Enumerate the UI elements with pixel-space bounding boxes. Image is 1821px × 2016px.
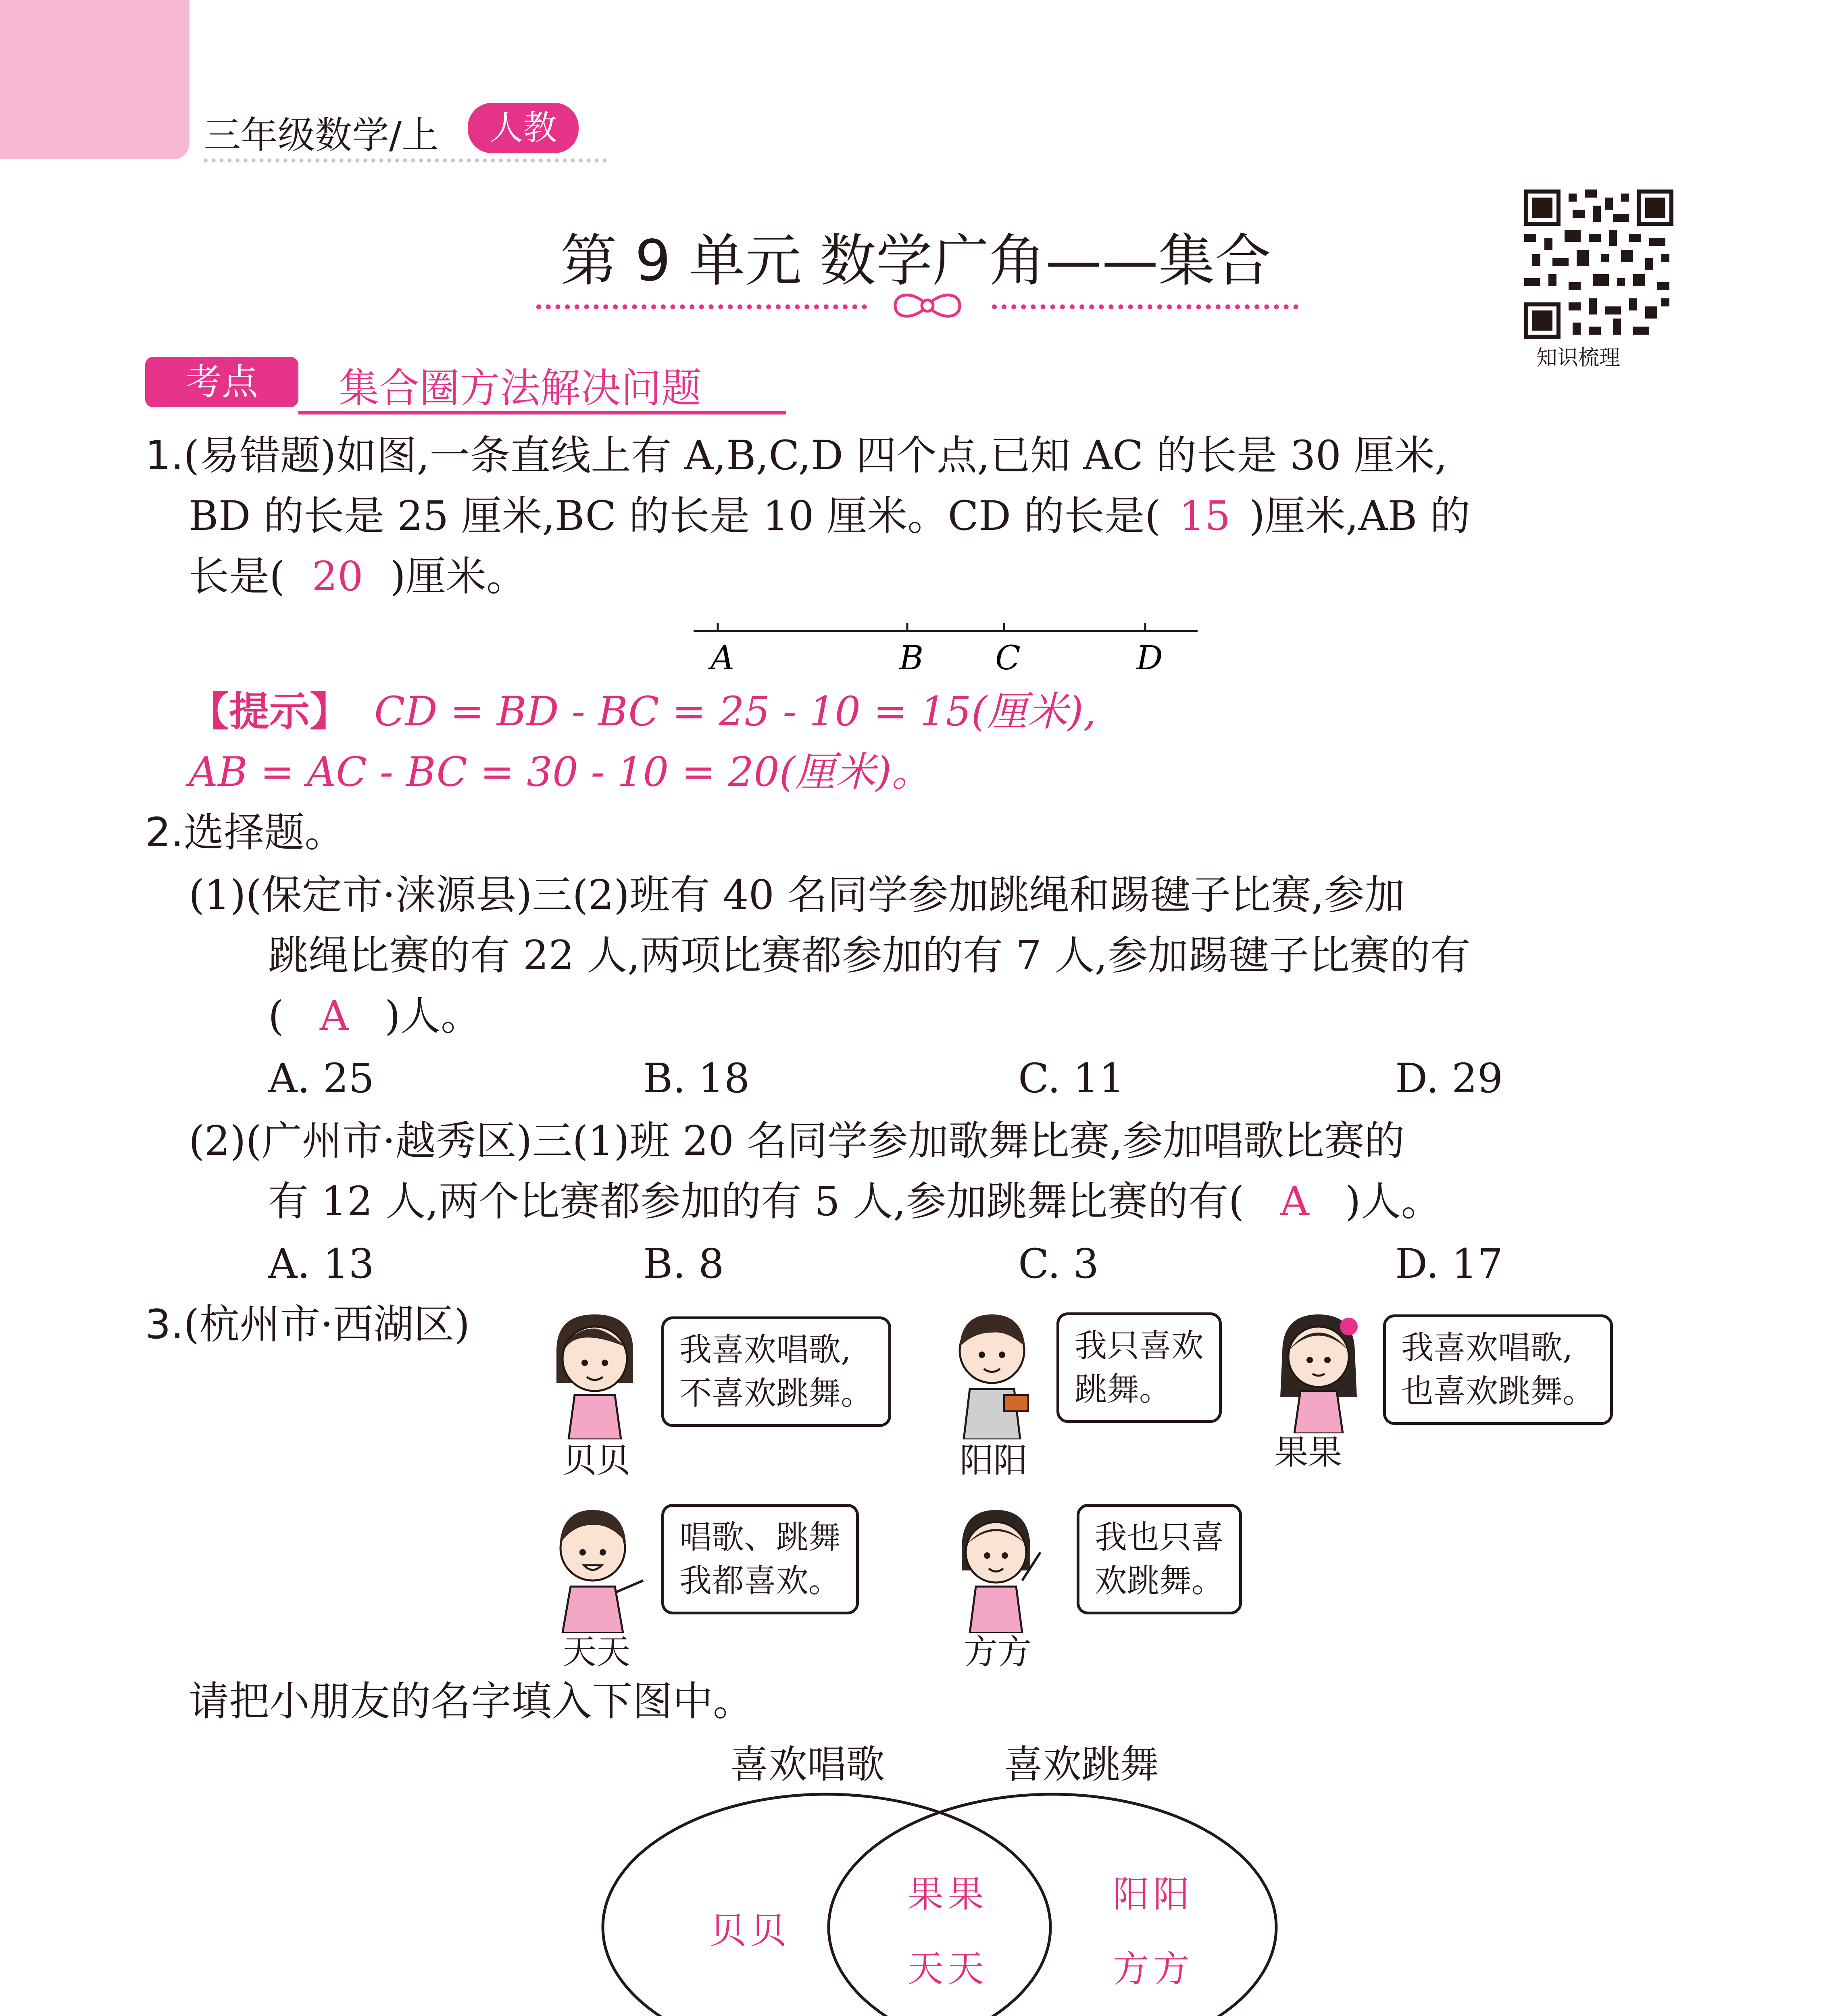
q1-hint-line2: AB = AC - BC = 30 - 10 = 20(厘米)。	[189, 748, 932, 796]
q2-2-line2: 有 12 人,两个比赛都参加的有 5 人,参加跳舞比赛的有( A )人。	[268, 1178, 1442, 1225]
corner-tab-top	[0, 0, 190, 159]
grade-label: 三年级数学/上	[204, 114, 439, 157]
q1-hint-line1: 【提示】 CD = BD - BC = 25 - 10 = 15(厘米),	[189, 688, 1096, 735]
q2-title: 2.选择题。	[145, 809, 345, 856]
q2-1-option-b: B. 18	[643, 1055, 750, 1102]
number-line-figure	[685, 613, 1206, 685]
q2-number: 2.	[145, 809, 184, 856]
venn-circle-dancing	[829, 1794, 1276, 2016]
kid-name-tiantian: 天天	[563, 1632, 631, 1672]
header-divider	[204, 158, 607, 162]
venn-entry-guoguo: 果果	[907, 1873, 988, 1916]
q1-line1: 1.(易错题)如图,一条直线上有 A,B,C,D 四个点,已知 AC 的长是 30 厘米,	[145, 432, 1448, 479]
kid-name-yangyang: 阳阳	[960, 1441, 1028, 1480]
q2-2-answer: A	[1280, 1178, 1309, 1225]
q2-1-line2: 跳绳比赛的有 22 人,两项比赛都参加的有 7 人,参加踢毽子比赛的有	[268, 932, 1471, 979]
kid-avatar-fangfang	[944, 1500, 1048, 1633]
speech-bubble-yangyang: 我只喜欢 跳舞。	[1056, 1312, 1222, 1423]
bow-icon	[887, 289, 968, 322]
q2-1-line3: ( A )人。	[268, 992, 481, 1039]
q1-line3: 长是( 20 )厘米。	[189, 553, 527, 600]
q2-1-option-d: D. 29	[1395, 1055, 1503, 1102]
q2-1-answer: A	[319, 992, 349, 1039]
unit-title: 第 9 单元 数学广角——集合	[560, 228, 1271, 294]
venn-entry-fangfang: 方方	[1113, 1948, 1194, 1990]
kid-avatar-beibei	[540, 1306, 649, 1439]
point-label-a: A	[710, 639, 735, 677]
section-badge: 考点	[145, 357, 298, 407]
kid-name-fangfang: 方方	[964, 1632, 1032, 1672]
kid-avatar-guoguo	[1266, 1304, 1371, 1433]
q2-2-line1: (2)(广州市·越秀区)三(1)班 20 名同学参加歌舞比赛,参加唱歌比赛的	[189, 1117, 1405, 1164]
speech-bubble-fangfang: 我也只喜 欢跳舞。	[1077, 1504, 1242, 1614]
q3-instruction: 请把小朋友的名字填入下图中。	[189, 1678, 753, 1725]
venn-entry-beibei: 贝贝	[710, 1910, 790, 1952]
speech-bubble-tiantian: 唱歌、跳舞 我都喜欢。	[661, 1504, 859, 1614]
speech-bubble-guoguo: 我喜欢唱歌, 也喜欢跳舞。	[1383, 1314, 1613, 1425]
section-title: 集合圈方法解决问题	[339, 364, 702, 412]
title-ornament-left	[536, 304, 867, 309]
hint-label: 【提示】	[189, 688, 350, 735]
kid-name-beibei: 贝贝	[563, 1441, 631, 1480]
q3-number: 3.	[145, 1301, 184, 1348]
qr-code-icon[interactable]	[1524, 190, 1673, 339]
section-underline	[298, 411, 786, 414]
q1-line2: BD 的长是 25 厘米,BC 的长是 10 厘米。CD 的长是( 15 )厘米,AB 的	[189, 492, 1471, 539]
point-label-c: C	[995, 639, 1021, 677]
venn-entry-tiantian: 天天	[907, 1948, 988, 1990]
kid-avatar-yangyang	[940, 1302, 1044, 1439]
point-label-d: D	[1136, 639, 1163, 677]
venn-label-singing: 喜欢唱歌	[730, 1742, 885, 1787]
speech-bubble-beibei: 我喜欢唱歌, 不喜欢跳舞。	[661, 1316, 891, 1427]
q2-2-option-a: A. 13	[268, 1240, 375, 1287]
q2-2-option-c: C. 3	[1018, 1240, 1099, 1287]
kid-name-guoguo: 果果	[1274, 1433, 1342, 1472]
title-ornament-right	[992, 304, 1298, 309]
publisher-badge: 人教	[468, 103, 579, 153]
q1-answer-cd: 15	[1179, 492, 1231, 539]
venn-entry-yangyang: 阳阳	[1113, 1873, 1194, 1916]
q1-number: 1.	[145, 432, 184, 479]
q2-2-option-d: D. 17	[1395, 1240, 1503, 1287]
q2-1-option-a: A. 25	[268, 1055, 375, 1102]
q2-2-option-b: B. 8	[643, 1240, 724, 1287]
qr-caption: 知识梳理	[1536, 346, 1621, 370]
q2-1-option-c: C. 11	[1018, 1055, 1125, 1102]
q1-answer-ab: 20	[312, 553, 363, 600]
point-label-b: B	[899, 639, 924, 677]
q2-1-line1: (1)(保定市·涞源县)三(2)班有 40 名同学参加跳绳和踢毽子比赛,参加	[189, 871, 1405, 918]
venn-label-dancing: 喜欢跳舞	[1004, 1742, 1159, 1787]
kid-avatar-tiantian	[540, 1500, 649, 1633]
q3-header: 3.(杭州市·西湖区)	[145, 1301, 470, 1348]
